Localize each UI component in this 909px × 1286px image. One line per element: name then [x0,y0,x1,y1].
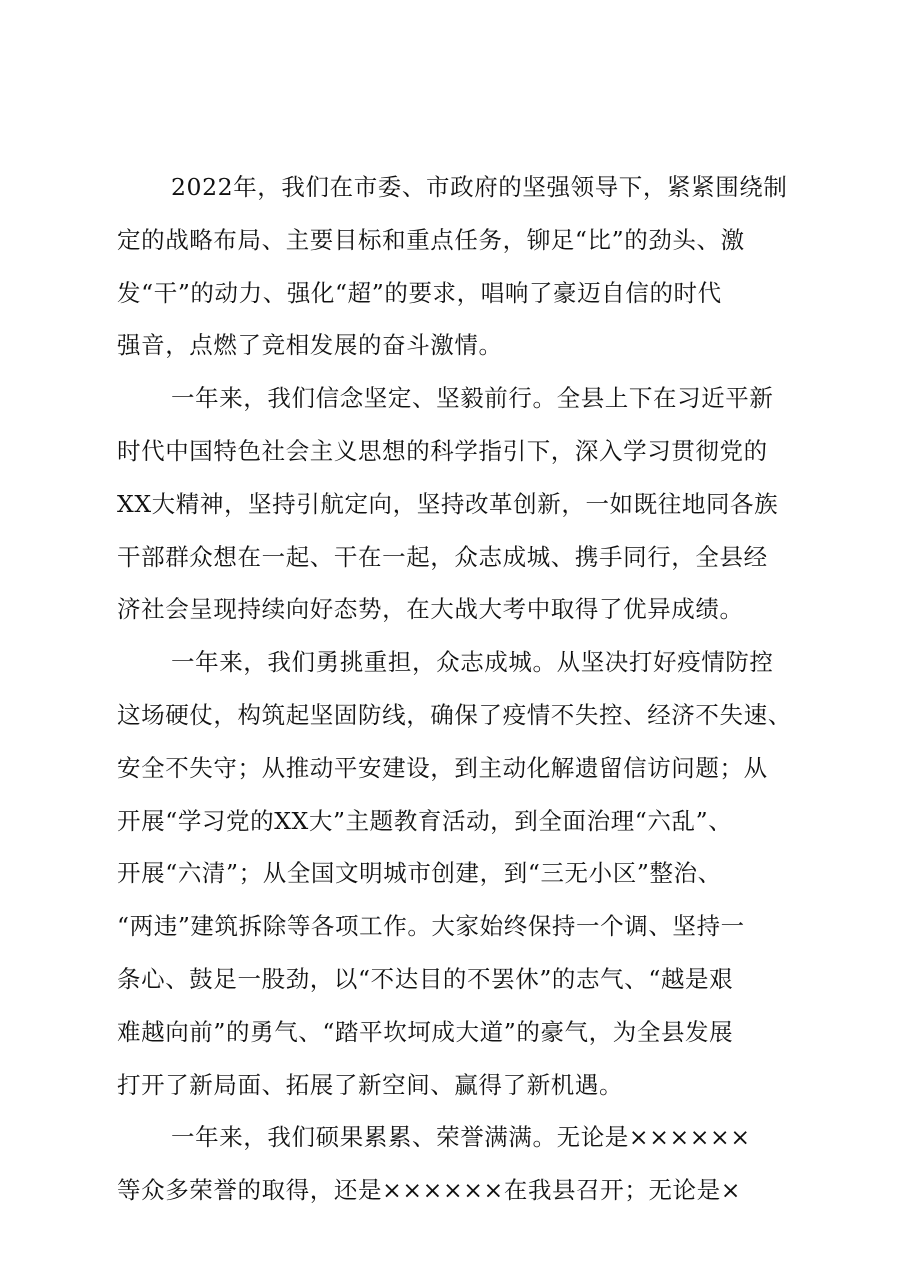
text-line: 发“干”的动力、强化“超”的要求，唱响了豪迈自信的时代 [117,278,722,307]
text-line: 一年来，我们勇挑重担，众志成城。从坚决打好疫情防控 [171,648,774,677]
text-line: 定的战略布局、主要目标和重点任务，铆足“比”的劲头、激 [117,225,745,254]
text-line: 2022年，我们在市委、市政府的坚强领导下，紧紧围绕制 [171,173,788,201]
text-line: 强音，点燃了竞相发展的奋斗激情。 [117,331,503,360]
paragraph-2 [117,372,797,636]
paragraph-1 [117,161,797,372]
text-line: “两违”建筑拆除等各项工作。大家始终保持一个调、坚持一 [117,912,745,941]
text-line: 这场硬仗，构筑起坚固防线，确保了疫情不失控、经济不失速、 [117,700,792,729]
text-line: 一年来，我们信念坚定、坚毅前行。全县上下在习近平新 [171,384,774,413]
text-line: 条心、鼓足一股劲，以“不达目的不罢休”的志气、“越是艰 [117,964,734,993]
document-body [117,161,797,1217]
text-line: 难越向前”的勇气、“踏平坎坷成大道”的豪气，为全县发展 [117,1017,734,1046]
text-line: 安全不失守；从推动平安建设，到主动化解遗留信访问题；从 [117,753,768,782]
text-line: 开展“六清”；从全国文明城市创建，到“三无小区”整治、 [117,859,722,888]
text-line: 一年来，我们硕果累累、荣誉满满。无论是×××××× [171,1123,751,1152]
text-line: 时代中国特色社会主义思想的科学指引下，深入学习贯彻党的 [117,436,768,465]
paragraph-4 [117,1111,797,1217]
text-line: 开展“学习党的XX大”主题教育活动，到全面治理“六乱”、 [117,806,733,835]
text-line: 济社会呈现持续向好态势，在大战大考中取得了优异成绩。 [117,595,744,624]
text-line: XX大精神，坚持引航定向，坚持改革创新，一如既往地同各族 [117,489,779,518]
paragraph-3 [117,636,797,1111]
text-line: 打开了新局面、拓展了新空间、赢得了新机遇。 [117,1070,624,1099]
text-line: 等众多荣誉的取得，还是××××××在我县召开；无论是× [117,1176,742,1205]
text-line: 干部群众想在一起、干在一起，众志成城、携手同行，全县经 [117,542,768,571]
